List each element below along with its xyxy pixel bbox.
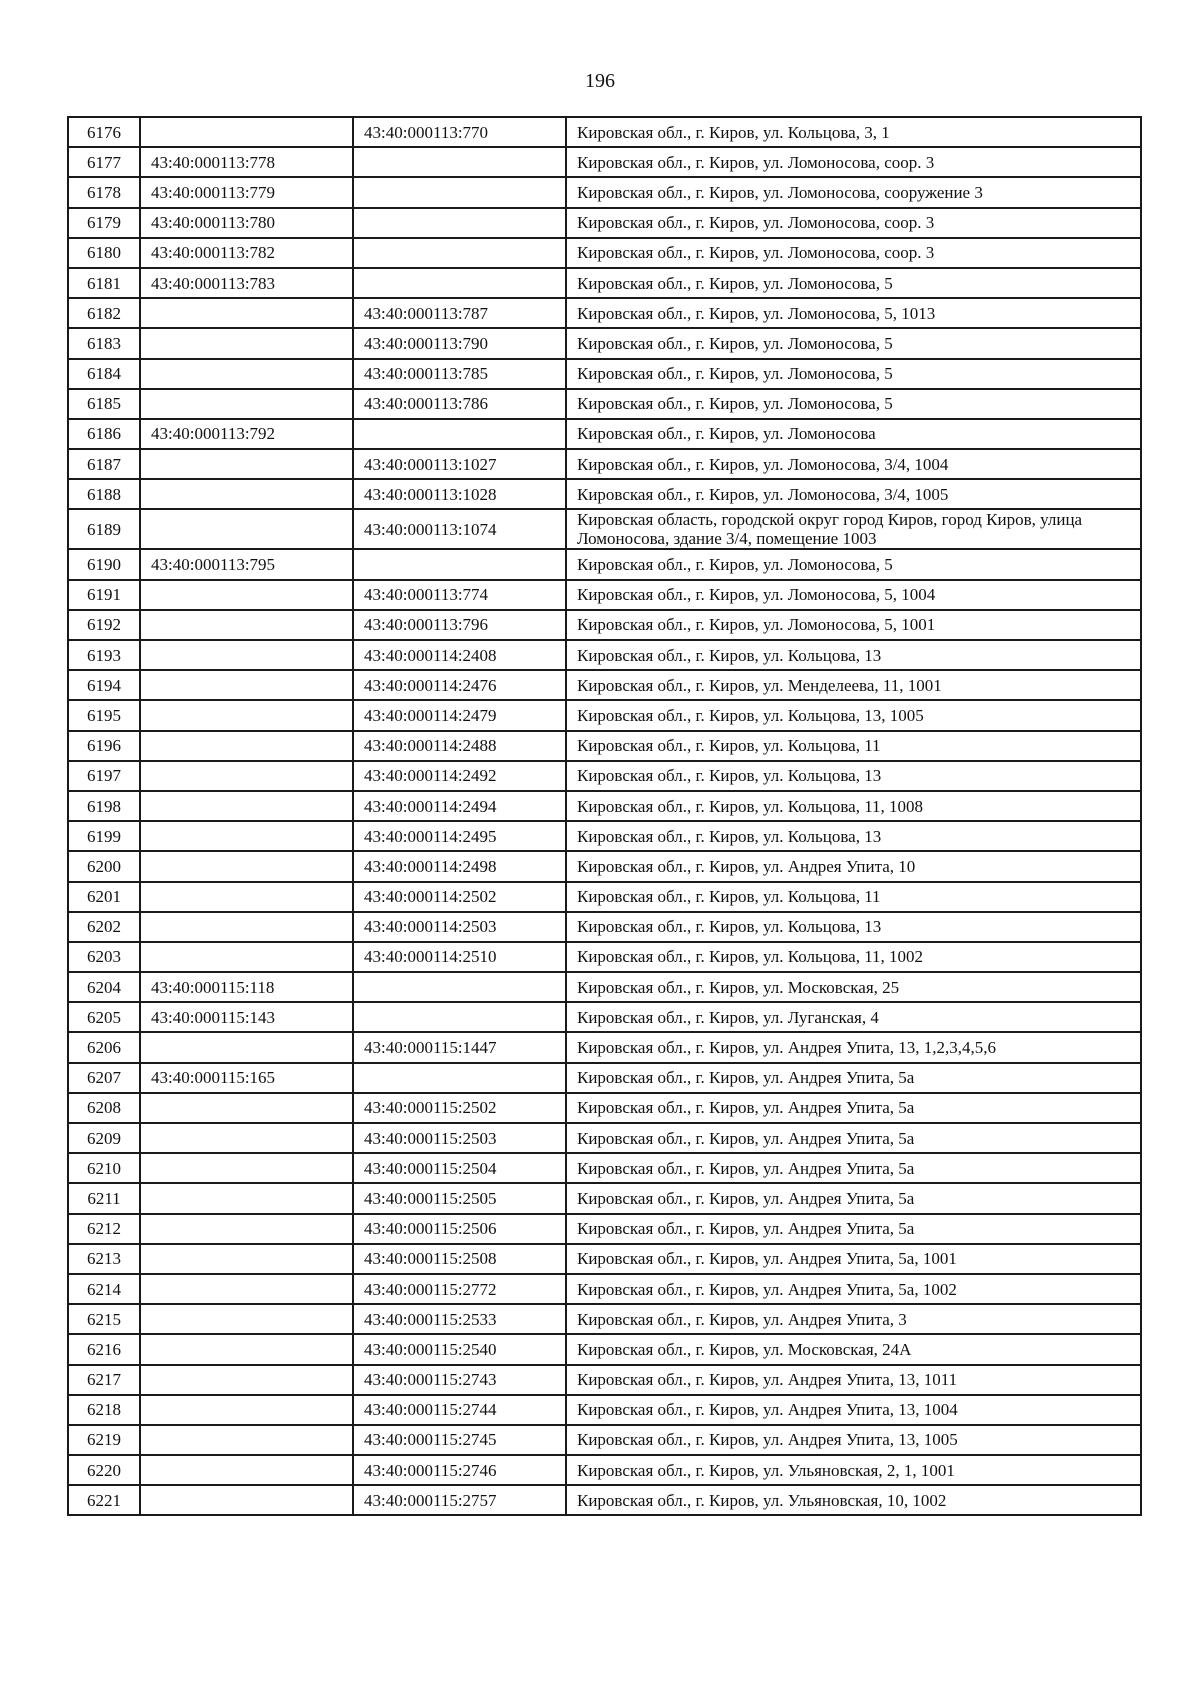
row-number-cell: 6194 bbox=[68, 670, 140, 700]
table-row bbox=[68, 1455, 1141, 1485]
parcel-cadastral-cell bbox=[140, 1425, 353, 1455]
row-number-cell: 6199 bbox=[68, 821, 140, 851]
object-cadastral-cell bbox=[353, 419, 566, 449]
row-number-cell: 6178 bbox=[68, 177, 140, 207]
object-cadastral-cell: 43:40:000115:2508 bbox=[353, 1244, 566, 1274]
parcel-cadastral-cell: 43:40:000113:792 bbox=[140, 419, 353, 449]
address-cell: Кировская обл., г. Киров, ул. Московская, 25 bbox=[566, 972, 1141, 1002]
object-cadastral-cell: 43:40:000115:2533 bbox=[353, 1304, 566, 1334]
table-row bbox=[68, 549, 1141, 579]
table-row bbox=[68, 1123, 1141, 1153]
object-cadastral-cell: 43:40:000113:1074 bbox=[353, 509, 566, 549]
row-number-cell: 6219 bbox=[68, 1425, 140, 1455]
row-number-cell: 6183 bbox=[68, 328, 140, 358]
object-cadastral-cell bbox=[353, 238, 566, 268]
row-number-cell: 6181 bbox=[68, 268, 140, 298]
object-cadastral-cell: 43:40:000115:2540 bbox=[353, 1334, 566, 1364]
row-number-cell: 6187 bbox=[68, 449, 140, 479]
object-cadastral-cell: 43:40:000114:2408 bbox=[353, 640, 566, 670]
table-row bbox=[68, 268, 1141, 298]
address-cell: Кировская обл., г. Киров, ул. Андрея Упита, 5а bbox=[566, 1183, 1141, 1213]
parcel-cadastral-cell bbox=[140, 1455, 353, 1485]
parcel-cadastral-cell bbox=[140, 912, 353, 942]
parcel-cadastral-cell bbox=[140, 1395, 353, 1425]
parcel-cadastral-cell bbox=[140, 449, 353, 479]
address-cell: Кировская обл., г. Киров, ул. Андрея Упита, 3 bbox=[566, 1304, 1141, 1334]
table-row bbox=[68, 851, 1141, 881]
address-cell: Кировская обл., г. Киров, ул. Ломоносова, сооружение 3 bbox=[566, 177, 1141, 207]
parcel-cadastral-cell: 43:40:000115:143 bbox=[140, 1002, 353, 1032]
object-cadastral-cell: 43:40:000114:2495 bbox=[353, 821, 566, 851]
address-cell: Кировская обл., г. Киров, ул. Андрея Упита, 5а bbox=[566, 1063, 1141, 1093]
address-cell: Кировская обл., г. Киров, ул. Андрея Упита, 5а bbox=[566, 1123, 1141, 1153]
table-row bbox=[68, 298, 1141, 328]
parcel-cadastral-cell bbox=[140, 791, 353, 821]
row-number-cell: 6206 bbox=[68, 1032, 140, 1062]
table-row bbox=[68, 580, 1141, 610]
object-cadastral-cell bbox=[353, 177, 566, 207]
table-row bbox=[68, 1274, 1141, 1304]
address-cell: Кировская обл., г. Киров, ул. Менделеева, 11, 1001 bbox=[566, 670, 1141, 700]
address-cell: Кировская обл., г. Киров, ул. Кольцова, 11 bbox=[566, 882, 1141, 912]
object-cadastral-cell: 43:40:000115:2505 bbox=[353, 1183, 566, 1213]
object-cadastral-cell: 43:40:000115:2506 bbox=[353, 1214, 566, 1244]
parcel-cadastral-cell bbox=[140, 1123, 353, 1153]
address-cell: Кировская обл., г. Киров, ул. Ломоносова, 5 bbox=[566, 328, 1141, 358]
table-row bbox=[68, 449, 1141, 479]
row-number-cell: 6190 bbox=[68, 549, 140, 579]
row-number-cell: 6198 bbox=[68, 791, 140, 821]
row-number-cell: 6213 bbox=[68, 1244, 140, 1274]
object-cadastral-cell: 43:40:000114:2502 bbox=[353, 882, 566, 912]
row-number-cell: 6205 bbox=[68, 1002, 140, 1032]
parcel-cadastral-cell bbox=[140, 1032, 353, 1062]
row-number-cell: 6191 bbox=[68, 580, 140, 610]
parcel-cadastral-cell bbox=[140, 610, 353, 640]
table-row bbox=[68, 761, 1141, 791]
object-cadastral-cell bbox=[353, 268, 566, 298]
table-row bbox=[68, 1183, 1141, 1213]
parcel-cadastral-cell bbox=[140, 1183, 353, 1213]
parcel-cadastral-cell: 43:40:000113:782 bbox=[140, 238, 353, 268]
row-number-cell: 6215 bbox=[68, 1304, 140, 1334]
table-row bbox=[68, 1214, 1141, 1244]
address-cell: Кировская обл., г. Киров, ул. Кольцова, 13, 1005 bbox=[566, 700, 1141, 730]
address-cell: Кировская обл., г. Киров, ул. Андрея Упита, 13, 1004 bbox=[566, 1395, 1141, 1425]
table-row bbox=[68, 328, 1141, 358]
object-cadastral-cell: 43:40:000115:2757 bbox=[353, 1485, 566, 1515]
row-number-cell: 6193 bbox=[68, 640, 140, 670]
row-number-cell: 6208 bbox=[68, 1093, 140, 1123]
object-cadastral-cell: 43:40:000114:2492 bbox=[353, 761, 566, 791]
row-number-cell: 6176 bbox=[68, 117, 140, 147]
page-number: 196 bbox=[585, 70, 615, 92]
table-row bbox=[68, 177, 1141, 207]
row-number-cell: 6217 bbox=[68, 1365, 140, 1395]
table-row bbox=[68, 1002, 1141, 1032]
parcel-cadastral-cell: 43:40:000115:165 bbox=[140, 1063, 353, 1093]
row-number-cell: 6211 bbox=[68, 1183, 140, 1213]
parcel-cadastral-cell bbox=[140, 328, 353, 358]
table-row bbox=[68, 640, 1141, 670]
row-number-cell: 6185 bbox=[68, 389, 140, 419]
address-cell: Кировская обл., г. Киров, ул. Андрея Упита, 5а, 1001 bbox=[566, 1244, 1141, 1274]
object-cadastral-cell bbox=[353, 1002, 566, 1032]
object-cadastral-cell bbox=[353, 972, 566, 1002]
object-cadastral-cell: 43:40:000114:2479 bbox=[353, 700, 566, 730]
row-number-cell: 6201 bbox=[68, 882, 140, 912]
parcel-cadastral-cell bbox=[140, 851, 353, 881]
row-number-cell: 6186 bbox=[68, 419, 140, 449]
row-number-cell: 6216 bbox=[68, 1334, 140, 1364]
object-cadastral-cell: 43:40:000115:2504 bbox=[353, 1153, 566, 1183]
table-row bbox=[68, 1395, 1141, 1425]
address-cell: Кировская обл., г. Киров, ул. Ломоносова, 3/4, 1005 bbox=[566, 479, 1141, 509]
registry-body bbox=[68, 117, 1141, 1515]
address-cell: Кировская обл., г. Киров, ул. Кольцова, 13 bbox=[566, 821, 1141, 851]
address-cell: Кировская обл., г. Киров, ул. Ломоносова, 5 bbox=[566, 359, 1141, 389]
table-row bbox=[68, 821, 1141, 851]
table-row bbox=[68, 1063, 1141, 1093]
table-row bbox=[68, 942, 1141, 972]
table-row bbox=[68, 238, 1141, 268]
address-cell: Кировская обл., г. Киров, ул. Кольцова, 3, 1 bbox=[566, 117, 1141, 147]
row-number-cell: 6218 bbox=[68, 1395, 140, 1425]
table-row bbox=[68, 791, 1141, 821]
table-row bbox=[68, 208, 1141, 238]
table-row bbox=[68, 359, 1141, 389]
parcel-cadastral-cell bbox=[140, 1093, 353, 1123]
address-cell: Кировская обл., г. Киров, ул. Андрея Упита, 10 bbox=[566, 851, 1141, 881]
table-row bbox=[68, 1153, 1141, 1183]
parcel-cadastral-cell bbox=[140, 1274, 353, 1304]
address-cell: Кировская обл., г. Киров, ул. Ломоносова, 3/4, 1004 bbox=[566, 449, 1141, 479]
table-row bbox=[68, 419, 1141, 449]
address-cell: Кировская обл., г. Киров, ул. Ломоносова, 5 bbox=[566, 389, 1141, 419]
address-cell: Кировская обл., г. Киров, ул. Ломоносова, 5, 1004 bbox=[566, 580, 1141, 610]
table-row bbox=[68, 1093, 1141, 1123]
parcel-cadastral-cell bbox=[140, 1244, 353, 1274]
row-number-cell: 6196 bbox=[68, 731, 140, 761]
row-number-cell: 6182 bbox=[68, 298, 140, 328]
table-row bbox=[68, 610, 1141, 640]
parcel-cadastral-cell bbox=[140, 1334, 353, 1364]
object-cadastral-cell: 43:40:000115:2743 bbox=[353, 1365, 566, 1395]
object-cadastral-cell: 43:40:000115:2746 bbox=[353, 1455, 566, 1485]
object-cadastral-cell: 43:40:000115:2744 bbox=[353, 1395, 566, 1425]
parcel-cadastral-cell bbox=[140, 298, 353, 328]
object-cadastral-cell: 43:40:000115:2745 bbox=[353, 1425, 566, 1455]
row-number-cell: 6195 bbox=[68, 700, 140, 730]
object-cadastral-cell: 43:40:000113:790 bbox=[353, 328, 566, 358]
parcel-cadastral-cell bbox=[140, 1153, 353, 1183]
object-cadastral-cell: 43:40:000113:796 bbox=[353, 610, 566, 640]
address-cell: Кировская обл., г. Киров, ул. Андрея Упита, 5а bbox=[566, 1214, 1141, 1244]
address-cell: Кировская обл., г. Киров, ул. Кольцова, 13 bbox=[566, 761, 1141, 791]
row-number-cell: 6209 bbox=[68, 1123, 140, 1153]
object-cadastral-cell: 43:40:000115:2772 bbox=[353, 1274, 566, 1304]
object-cadastral-cell: 43:40:000113:770 bbox=[353, 117, 566, 147]
address-cell: Кировская обл., г. Киров, ул. Ломоносова, 5 bbox=[566, 268, 1141, 298]
table-row bbox=[68, 389, 1141, 419]
table-row bbox=[68, 1334, 1141, 1364]
table-row bbox=[68, 882, 1141, 912]
table-row bbox=[68, 147, 1141, 177]
parcel-cadastral-cell bbox=[140, 1304, 353, 1334]
address-cell: Кировская обл., г. Киров, ул. Ломоносова, соор. 3 bbox=[566, 208, 1141, 238]
table-row bbox=[68, 670, 1141, 700]
table-row bbox=[68, 1485, 1141, 1515]
table-row bbox=[68, 1032, 1141, 1062]
row-number-cell: 6192 bbox=[68, 610, 140, 640]
object-cadastral-cell: 43:40:000115:2503 bbox=[353, 1123, 566, 1153]
address-cell: Кировская обл., г. Киров, ул. Кольцова, 13 bbox=[566, 640, 1141, 670]
address-cell: Кировская обл., г. Киров, ул. Ломоносова, 5 bbox=[566, 549, 1141, 579]
row-number-cell: 6184 bbox=[68, 359, 140, 389]
table-row bbox=[68, 479, 1141, 509]
parcel-cadastral-cell bbox=[140, 670, 353, 700]
parcel-cadastral-cell bbox=[140, 1485, 353, 1515]
object-cadastral-cell: 43:40:000114:2488 bbox=[353, 731, 566, 761]
parcel-cadastral-cell: 43:40:000113:778 bbox=[140, 147, 353, 177]
property-registry-table bbox=[67, 116, 1142, 1516]
object-cadastral-cell bbox=[353, 1063, 566, 1093]
row-number-cell: 6203 bbox=[68, 942, 140, 972]
address-cell: Кировская обл., г. Киров, ул. Кольцова, 11, 1002 bbox=[566, 942, 1141, 972]
row-number-cell: 6188 bbox=[68, 479, 140, 509]
address-cell: Кировская обл., г. Киров, ул. Кольцова, 11 bbox=[566, 731, 1141, 761]
object-cadastral-cell: 43:40:000113:786 bbox=[353, 389, 566, 419]
address-cell: Кировская обл., г. Киров, ул. Ломоносова, 5, 1013 bbox=[566, 298, 1141, 328]
table-row bbox=[68, 972, 1141, 1002]
table-row bbox=[68, 731, 1141, 761]
address-cell: Кировская обл., г. Киров, ул. Ломоносова, 5, 1001 bbox=[566, 610, 1141, 640]
parcel-cadastral-cell bbox=[140, 700, 353, 730]
parcel-cadastral-cell bbox=[140, 117, 353, 147]
object-cadastral-cell bbox=[353, 549, 566, 579]
address-cell: Кировская обл., г. Киров, ул. Ломоносова, соор. 3 bbox=[566, 147, 1141, 177]
table-row bbox=[68, 912, 1141, 942]
parcel-cadastral-cell bbox=[140, 640, 353, 670]
address-cell: Кировская обл., г. Киров, ул. Андрея Упита, 5а bbox=[566, 1153, 1141, 1183]
object-cadastral-cell: 43:40:000114:2510 bbox=[353, 942, 566, 972]
row-number-cell: 6179 bbox=[68, 208, 140, 238]
row-number-cell: 6207 bbox=[68, 1063, 140, 1093]
row-number-cell: 6214 bbox=[68, 1274, 140, 1304]
row-number-cell: 6180 bbox=[68, 238, 140, 268]
object-cadastral-cell: 43:40:000115:1447 bbox=[353, 1032, 566, 1062]
object-cadastral-cell: 43:40:000114:2498 bbox=[353, 851, 566, 881]
parcel-cadastral-cell bbox=[140, 882, 353, 912]
row-number-cell: 6204 bbox=[68, 972, 140, 1002]
parcel-cadastral-cell bbox=[140, 942, 353, 972]
object-cadastral-cell: 43:40:000114:2476 bbox=[353, 670, 566, 700]
parcel-cadastral-cell bbox=[140, 1214, 353, 1244]
object-cadastral-cell bbox=[353, 208, 566, 238]
row-number-cell: 6189 bbox=[68, 509, 140, 549]
parcel-cadastral-cell: 43:40:000115:118 bbox=[140, 972, 353, 1002]
object-cadastral-cell: 43:40:000115:2502 bbox=[353, 1093, 566, 1123]
object-cadastral-cell: 43:40:000113:774 bbox=[353, 580, 566, 610]
row-number-cell: 6202 bbox=[68, 912, 140, 942]
parcel-cadastral-cell: 43:40:000113:780 bbox=[140, 208, 353, 238]
address-cell: Кировская обл., г. Киров, ул. Луганская, 4 bbox=[566, 1002, 1141, 1032]
parcel-cadastral-cell bbox=[140, 761, 353, 791]
address-cell: Кировская обл., г. Киров, ул. Московская, 24А bbox=[566, 1334, 1141, 1364]
object-cadastral-cell: 43:40:000113:785 bbox=[353, 359, 566, 389]
parcel-cadastral-cell bbox=[140, 1365, 353, 1395]
address-cell: Кировская обл., г. Киров, ул. Ульяновская, 10, 1002 bbox=[566, 1485, 1141, 1515]
address-cell: Кировская обл., г. Киров, ул. Андрея Упита, 13, 1,2,3,4,5,6 bbox=[566, 1032, 1141, 1062]
parcel-cadastral-cell: 43:40:000113:795 bbox=[140, 549, 353, 579]
parcel-cadastral-cell bbox=[140, 509, 353, 549]
table-row bbox=[68, 117, 1141, 147]
address-cell: Кировская обл., г. Киров, ул. Кольцова, 13 bbox=[566, 912, 1141, 942]
parcel-cadastral-cell: 43:40:000113:779 bbox=[140, 177, 353, 207]
row-number-cell: 6200 bbox=[68, 851, 140, 881]
row-number-cell: 6210 bbox=[68, 1153, 140, 1183]
row-number-cell: 6220 bbox=[68, 1455, 140, 1485]
parcel-cadastral-cell bbox=[140, 821, 353, 851]
address-cell: Кировская обл., г. Киров, ул. Ульяновская, 2, 1, 1001 bbox=[566, 1455, 1141, 1485]
table-row bbox=[68, 509, 1141, 549]
address-cell: Кировская обл., г. Киров, ул. Ломоносова, соор. 3 bbox=[566, 238, 1141, 268]
parcel-cadastral-cell bbox=[140, 580, 353, 610]
object-cadastral-cell: 43:40:000114:2494 bbox=[353, 791, 566, 821]
table-row bbox=[68, 1365, 1141, 1395]
table-row bbox=[68, 700, 1141, 730]
parcel-cadastral-cell bbox=[140, 479, 353, 509]
object-cadastral-cell: 43:40:000113:1027 bbox=[353, 449, 566, 479]
row-number-cell: 6212 bbox=[68, 1214, 140, 1244]
address-cell: Кировская область, городской округ город Киров, город Киров, улица Ломоносова, здание 3/4, помещение 1003 bbox=[566, 509, 1141, 549]
table-row bbox=[68, 1304, 1141, 1334]
object-cadastral-cell: 43:40:000113:1028 bbox=[353, 479, 566, 509]
parcel-cadastral-cell bbox=[140, 359, 353, 389]
address-cell: Кировская обл., г. Киров, ул. Кольцова, 11, 1008 bbox=[566, 791, 1141, 821]
address-cell: Кировская обл., г. Киров, ул. Ломоносова bbox=[566, 419, 1141, 449]
row-number-cell: 6177 bbox=[68, 147, 140, 177]
object-cadastral-cell: 43:40:000113:787 bbox=[353, 298, 566, 328]
table-row bbox=[68, 1244, 1141, 1274]
parcel-cadastral-cell bbox=[140, 389, 353, 419]
address-cell: Кировская обл., г. Киров, ул. Андрея Упита, 13, 1011 bbox=[566, 1365, 1141, 1395]
table-row bbox=[68, 1425, 1141, 1455]
address-cell: Кировская обл., г. Киров, ул. Андрея Упита, 5а bbox=[566, 1093, 1141, 1123]
row-number-cell: 6197 bbox=[68, 761, 140, 791]
parcel-cadastral-cell: 43:40:000113:783 bbox=[140, 268, 353, 298]
row-number-cell: 6221 bbox=[68, 1485, 140, 1515]
address-cell: Кировская обл., г. Киров, ул. Андрея Упита, 13, 1005 bbox=[566, 1425, 1141, 1455]
object-cadastral-cell bbox=[353, 147, 566, 177]
address-cell: Кировская обл., г. Киров, ул. Андрея Упита, 5а, 1002 bbox=[566, 1274, 1141, 1304]
parcel-cadastral-cell bbox=[140, 731, 353, 761]
object-cadastral-cell: 43:40:000114:2503 bbox=[353, 912, 566, 942]
